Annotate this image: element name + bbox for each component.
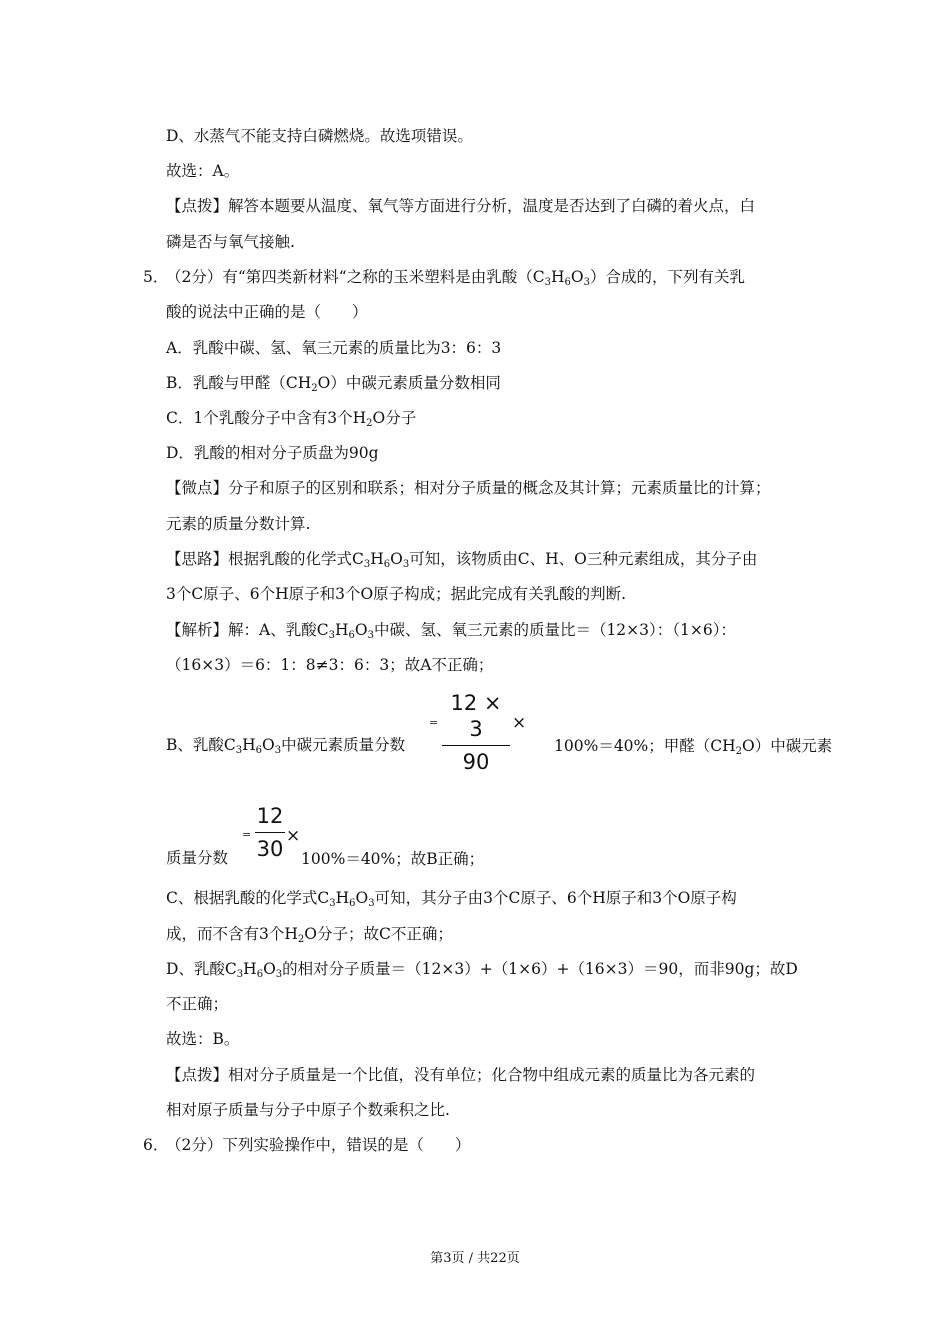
analysis-b: B、乳酸$C_3H_6O_3$中碳元素质量分数 — [166, 736, 406, 756]
analysis-d-2: 不正确； — [166, 995, 229, 1013]
question-5-stem-2: 酸的说法中正确的是（ ） — [166, 303, 368, 321]
fraction-bar — [442, 745, 510, 746]
key-points: 【微点】分子和原子的区别和联系；相对分子质量的概念及其计算；元素质量比的计算； — [166, 479, 771, 497]
mass-fraction-label: 质量分数 — [166, 849, 229, 867]
numerator: 12 × 3 — [450, 691, 502, 741]
fraction-12-over-30 — [255, 803, 285, 862]
times-sign: × — [286, 826, 301, 846]
denominator: 90 — [462, 750, 490, 774]
equals-sign: = — [242, 828, 252, 841]
analysis-d: D、乳酸$C_3H_6O_3$的相对分子质量＝（12×3）+（1×6）+（16×3）＝90，而非90g；故D — [166, 960, 798, 980]
tips: 【点拨】相对分子质量是一个比值，没有单位；化合物中组成元素的质量比为各元素的 — [166, 1066, 756, 1084]
page-footer: 第3页 / 共22页 — [430, 1251, 520, 1266]
option-b: B．乳酸与甲醛$(CH_2O)$中碳元素质量分数相同 — [166, 374, 501, 394]
text-line: 磷是否与氧气接触. — [166, 233, 295, 251]
question-number: 6． — [143, 1136, 169, 1154]
thinking-2: 3个C原子、6个H原子和3个O原子构成；据此完成有关乳酸的判断. — [166, 585, 627, 603]
fraction-bar — [255, 832, 285, 833]
analysis-c-2: 成，而不含有3个$H_2O$分子；故C不正确； — [166, 925, 453, 945]
analysis-b-result: 100%＝40%；甲醛$(CH_2O)$中碳元素 — [554, 737, 833, 757]
option-a: A．乳酸中碳、氢、氧三元素的质量比为3：6：3 — [166, 339, 502, 357]
answer: 故选：B。 — [166, 1030, 240, 1048]
fraction-12x3-over-90 — [442, 690, 510, 775]
text-line: 故选：A。 — [166, 162, 240, 180]
option-d: D．乳酸的相对分子质盘为90g — [166, 444, 379, 462]
mass-fraction-result: 100%＝40%；故B正确； — [301, 850, 485, 868]
analysis-2: （16×3）＝6：1：8≠3：6：3；故A不正确； — [166, 656, 494, 674]
equals-sign: = — [429, 716, 439, 729]
text-line: 【点拨】解答本题要从温度、氧气等方面进行分析，温度是否达到了白磷的着火点，白 — [166, 197, 756, 215]
key-points-2: 元素的质量分数计算. — [166, 515, 311, 533]
question-5-stem: （2分）有“第四类新材料“之称的玉米塑料是由乳酸$(C_3H_6O_3)$合成的，下列有关乳 — [166, 268, 745, 288]
question-number: 5． — [143, 268, 169, 286]
numerator: 12 — [256, 804, 284, 828]
option-c: C．1个乳酸分子中含有3个$H_2O$分子 — [166, 409, 417, 429]
analysis: 【解析】解：A、乳酸$C_3H_6O_3$中碳、氢、氧三元素的质量比＝（12×3）：（1×6）： — [166, 621, 736, 641]
text-line: D、水蒸气不能支持白磷燃烧。故选项错误。 — [166, 127, 473, 145]
times-sign: × — [512, 713, 527, 733]
denominator: 30 — [256, 837, 284, 861]
tips-2: 相对原子质量与分子中原子个数乘积之比. — [166, 1101, 450, 1119]
thinking: 【思路】根据乳酸的化学式$C_3H_6O_3$可知，该物质由C、H、O三种元素组成，其分子由 — [166, 550, 758, 570]
question-6-stem: （2分）下列实验操作中，错误的是（ ） — [166, 1136, 471, 1154]
analysis-c: C、根据乳酸的化学式$C_3H_6O_3$可知，其分子由3个C原子、6个H原子和3个O原子构 — [166, 889, 737, 909]
